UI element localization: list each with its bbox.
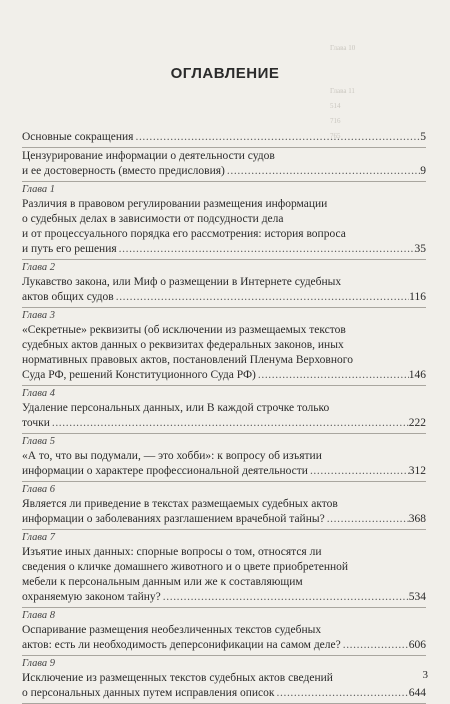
entry-text: Различия в правовом регулировании размещения информации <box>22 198 328 210</box>
chapter-label: Глава 9 <box>22 658 55 669</box>
entry-line <box>22 686 426 701</box>
entry-line <box>22 149 426 164</box>
toc-entry <box>22 148 426 182</box>
entry-line <box>22 497 426 512</box>
entry-line <box>22 623 426 638</box>
dot-leader <box>133 130 420 145</box>
entry-text: и от процессуального порядка его рассмотрения: история вопроса <box>22 228 346 240</box>
entry-line <box>22 275 426 290</box>
entry-line <box>22 323 426 338</box>
entry-page-number: 35 <box>414 243 426 255</box>
bleed-line: Глава 10 <box>330 44 356 52</box>
entry-text: нормативных правовых актов, постановлений Пленума Верховного <box>22 354 353 366</box>
entry-text: Оспаривание размещения необезличенных текстов судебных <box>22 624 322 636</box>
entry-line <box>22 242 426 257</box>
bleed-line: 765 <box>330 132 341 140</box>
entry-text: информации о характере профессиональной деятельности <box>22 465 308 477</box>
toc-entry <box>22 608 426 656</box>
entry-line <box>22 638 426 653</box>
entry-page-number: 606 <box>408 639 426 651</box>
entry-text: Является ли приведение в текстах размещаемых судебных актов <box>22 498 338 510</box>
table-of-contents <box>22 129 426 704</box>
bleed-through-text <box>330 44 355 141</box>
entry-text: Лукавство закона, или Миф о размещении в Интернете судебных <box>22 276 342 288</box>
entry-text: «А то, что вы подумали, — это хобби»: к вопросу об изъятии <box>22 450 322 462</box>
entry-line <box>22 512 426 527</box>
entry-text: информации о заболеваниях разглашением врачебной тайны? <box>22 513 325 525</box>
toc-entry <box>22 260 426 308</box>
entry-line <box>22 164 426 179</box>
toc-entry <box>22 308 426 386</box>
dot-leader <box>117 242 415 257</box>
entry-text: Удаление персональных данных, или В каждой строчке только <box>22 402 330 414</box>
chapter-label: Глава 3 <box>22 310 55 321</box>
entry-page-number: 222 <box>408 417 426 429</box>
entry-text: Суда РФ, решений Конституционного Суда РФ) <box>22 369 256 381</box>
entry-text: о судебных делах в зависимости от подсудности дела <box>22 213 284 225</box>
entry-text: Исключение из размещенных текстов судебных актов сведений <box>22 672 333 684</box>
entry-line <box>22 401 426 416</box>
entry-line <box>22 197 426 212</box>
entry-page-number: 644 <box>408 687 426 699</box>
entry-line <box>22 575 426 590</box>
toc-entry <box>22 482 426 530</box>
page-number: 3 <box>422 669 428 681</box>
entry-line <box>22 464 426 479</box>
entry-page-number: 534 <box>408 591 426 603</box>
toc-entry <box>22 530 426 608</box>
dot-leader <box>341 638 409 653</box>
dot-leader <box>275 686 409 701</box>
toc-entry <box>22 656 426 704</box>
bleed-line: 716 <box>330 117 341 125</box>
dot-leader <box>325 512 409 527</box>
entry-text: сведения о кличке домашнего животного и о цвете приобретенной <box>22 561 349 573</box>
entry-text: «Секретные» реквизиты (об исключении из размещаемых текстов <box>22 324 346 336</box>
entry-text: охраняемую законом тайну? <box>22 591 161 603</box>
entry-line <box>22 449 426 464</box>
chapter-label: Глава 5 <box>22 436 55 447</box>
entry-line <box>22 671 426 686</box>
entry-page-number: 312 <box>408 465 426 477</box>
dot-leader <box>50 416 409 431</box>
chapter-label: Глава 6 <box>22 484 55 495</box>
entry-page-number: 5 <box>420 131 426 143</box>
toc-entry <box>22 386 426 434</box>
entry-line <box>22 416 426 431</box>
bleed-line: 514 <box>330 102 341 110</box>
entry-page-number: 9 <box>420 165 426 177</box>
toc-entry <box>22 434 426 482</box>
entry-line <box>22 590 426 605</box>
dot-leader <box>225 164 420 179</box>
bleed-line: Глава 11 <box>330 87 355 95</box>
toc-entry <box>22 129 426 148</box>
chapter-label: Глава 1 <box>22 184 55 195</box>
entry-line <box>22 290 426 305</box>
entry-text: Основные сокращения <box>22 131 134 143</box>
dot-leader <box>161 590 409 605</box>
entry-line <box>22 368 426 383</box>
chapter-label: Глава 7 <box>22 532 55 543</box>
entry-line <box>22 353 426 368</box>
entry-text: актов: есть ли необходимость деперсонификации на самом деле? <box>22 639 341 651</box>
entry-page-number: 116 <box>409 291 426 303</box>
entry-text: точки <box>22 417 50 429</box>
entry-text: мебели к персональным данным или же к составляющим <box>22 576 303 588</box>
entry-line <box>22 545 426 560</box>
chapter-label: Глава 4 <box>22 388 55 399</box>
dot-leader <box>114 290 409 305</box>
entry-line <box>22 338 426 353</box>
entry-text: судебных актов данных о реквизитах федеральных законов, иных <box>22 339 344 351</box>
entry-text: актов общих судов <box>22 291 114 303</box>
entry-page-number: 146 <box>408 369 426 381</box>
entry-line <box>22 130 426 145</box>
dot-leader <box>308 464 409 479</box>
entry-text: и путь его решения <box>22 243 117 255</box>
chapter-label: Глава 2 <box>22 262 55 273</box>
toc-entry <box>22 182 426 260</box>
entry-text: Изъятие иных данных: спорные вопросы о том, относятся ли <box>22 546 322 558</box>
entry-line <box>22 212 426 227</box>
chapter-label: Глава 8 <box>22 610 55 621</box>
entry-page-number: 368 <box>408 513 426 525</box>
entry-text: и ее достоверность (вместо предисловия) <box>22 165 225 177</box>
page-title: ОГЛАВЛЕНИЕ <box>170 65 280 82</box>
dot-leader <box>256 368 409 383</box>
entry-line <box>22 560 426 575</box>
entry-line <box>22 227 426 242</box>
entry-text: Цензурирование информации о деятельности судов <box>22 150 275 162</box>
entry-text: о персональных данных путем исправления описок <box>22 687 275 699</box>
